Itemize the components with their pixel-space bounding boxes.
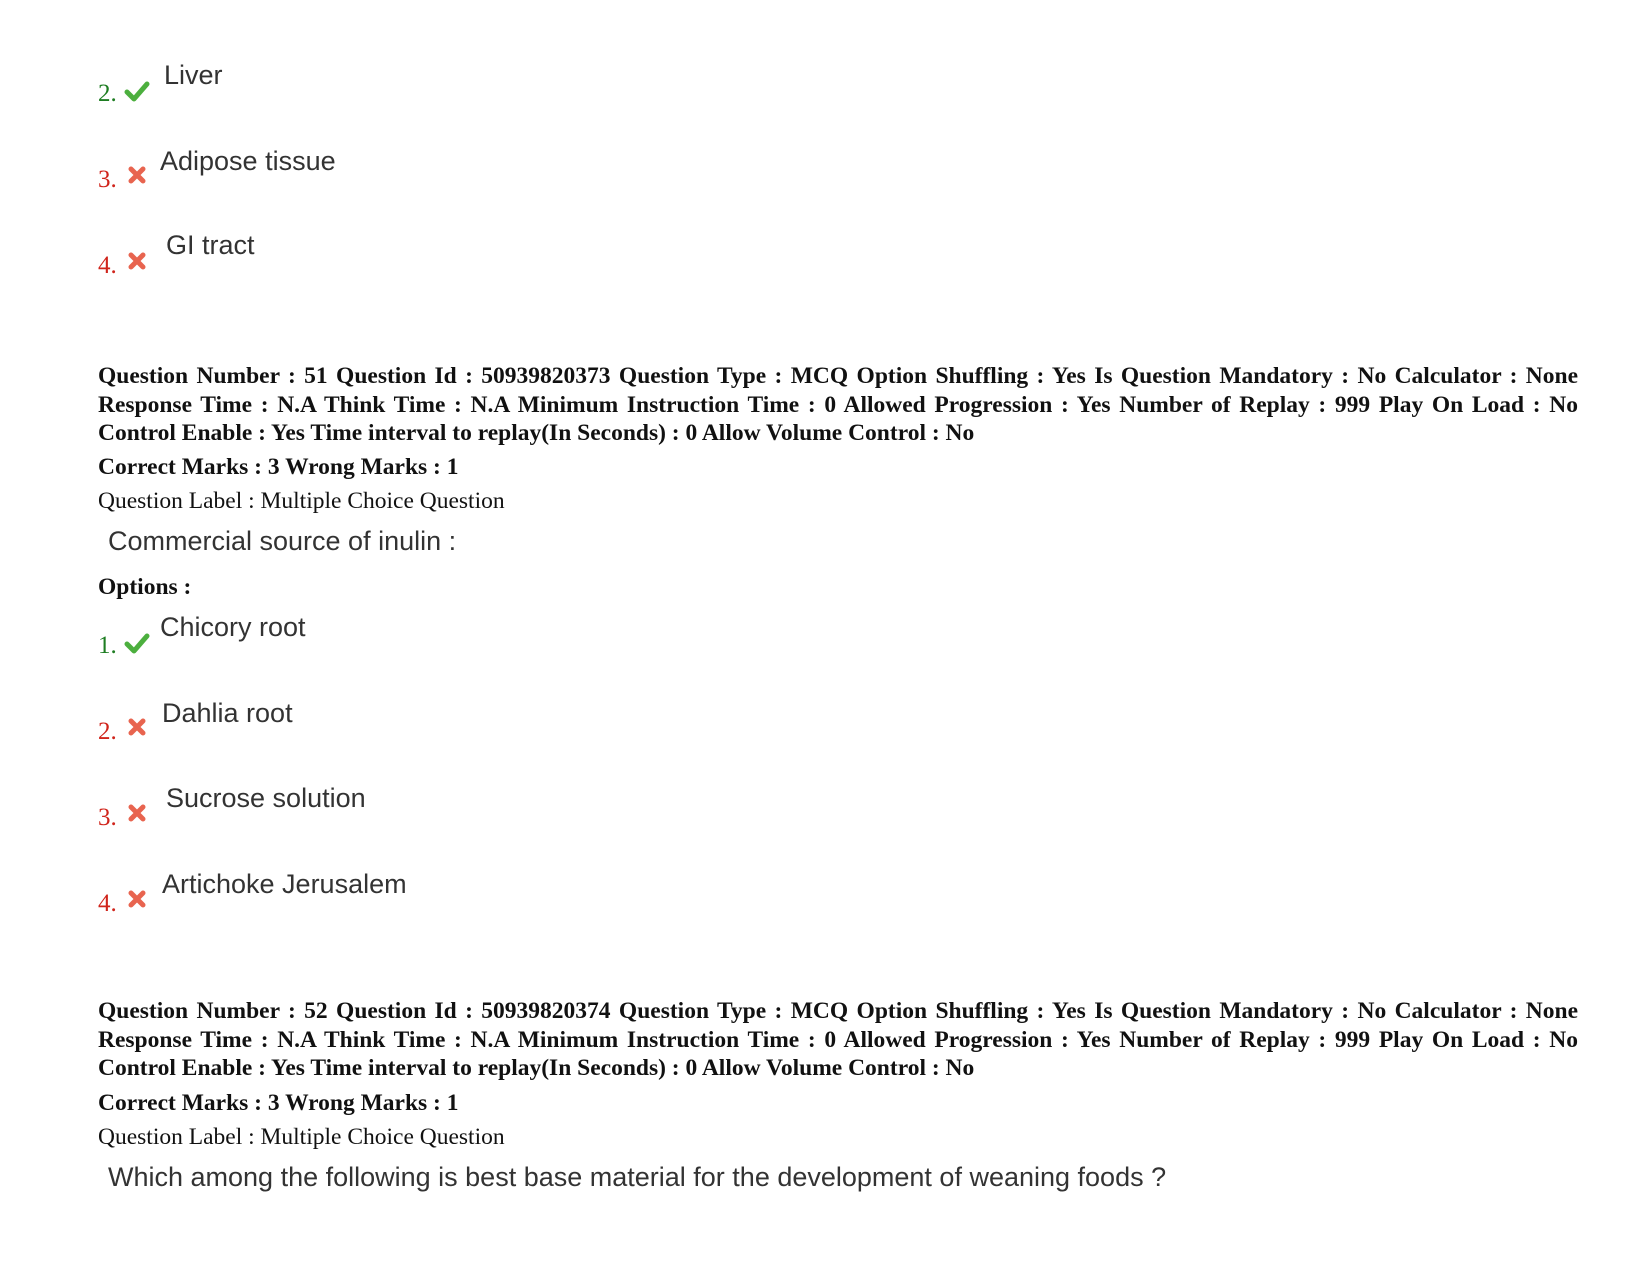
question-marks: Correct Marks : 3 Wrong Marks : 1 (98, 1090, 459, 1116)
option-text: Liver (164, 60, 223, 90)
question-text: Which among the following is best base material for the development of weaning foods ? (108, 1162, 1167, 1192)
check-icon (124, 78, 150, 104)
cross-icon (124, 162, 150, 188)
option-number: 4. (98, 252, 117, 279)
question-label: Question Label : Multiple Choice Question (98, 1124, 505, 1150)
check-icon (124, 630, 150, 656)
question-header: Question Number : 52 Question Id : 50939820374 Question Type : MCQ Option Shuffling : Yes Is Question Mandatory : No Calculator : None Response Time : N.A Think Time : N.A Minimum Instruction Time : 0 Allowed Progression : Yes Number of Replay : 999 Play On Load : No Control Enable : Yes Time interval to replay(In Seconds) : 0 Allow Volume Control : No (98, 998, 1578, 1081)
option-number: 3. (98, 804, 117, 831)
question-label: Question Label : Multiple Choice Question (98, 488, 505, 514)
option-number: 2. (98, 718, 117, 745)
cross-icon (124, 886, 150, 912)
question-header: Question Number : 51 Question Id : 50939820373 Question Type : MCQ Option Shuffling : Yes Is Question Mandatory : No Calculator : None Response Time : N.A Think Time : N.A Minimum Instruction Time : 0 Allowed Progression : Yes Number of Replay : 999 Play On Load : No Control Enable : Yes Time interval to replay(In Seconds) : 0 Allow Volume Control : No (98, 363, 1578, 446)
option-number: 2. (98, 80, 117, 107)
question-text: Commercial source of inulin : (108, 526, 457, 556)
cross-icon (124, 800, 150, 826)
option-text: Chicory root (160, 612, 306, 642)
option-text: Adipose tissue (160, 146, 336, 176)
option-text: GI tract (166, 230, 255, 260)
option-text: Artichoke Jerusalem (162, 869, 407, 899)
option-text: Dahlia root (162, 698, 293, 728)
question-marks: Correct Marks : 3 Wrong Marks : 1 (98, 454, 459, 480)
option-number: 1. (98, 632, 117, 659)
option-number: 3. (98, 166, 117, 193)
option-text: Sucrose solution (166, 783, 366, 813)
options-label: Options : (98, 574, 192, 600)
cross-icon (124, 248, 150, 274)
option-number: 4. (98, 890, 117, 917)
cross-icon (124, 714, 150, 740)
